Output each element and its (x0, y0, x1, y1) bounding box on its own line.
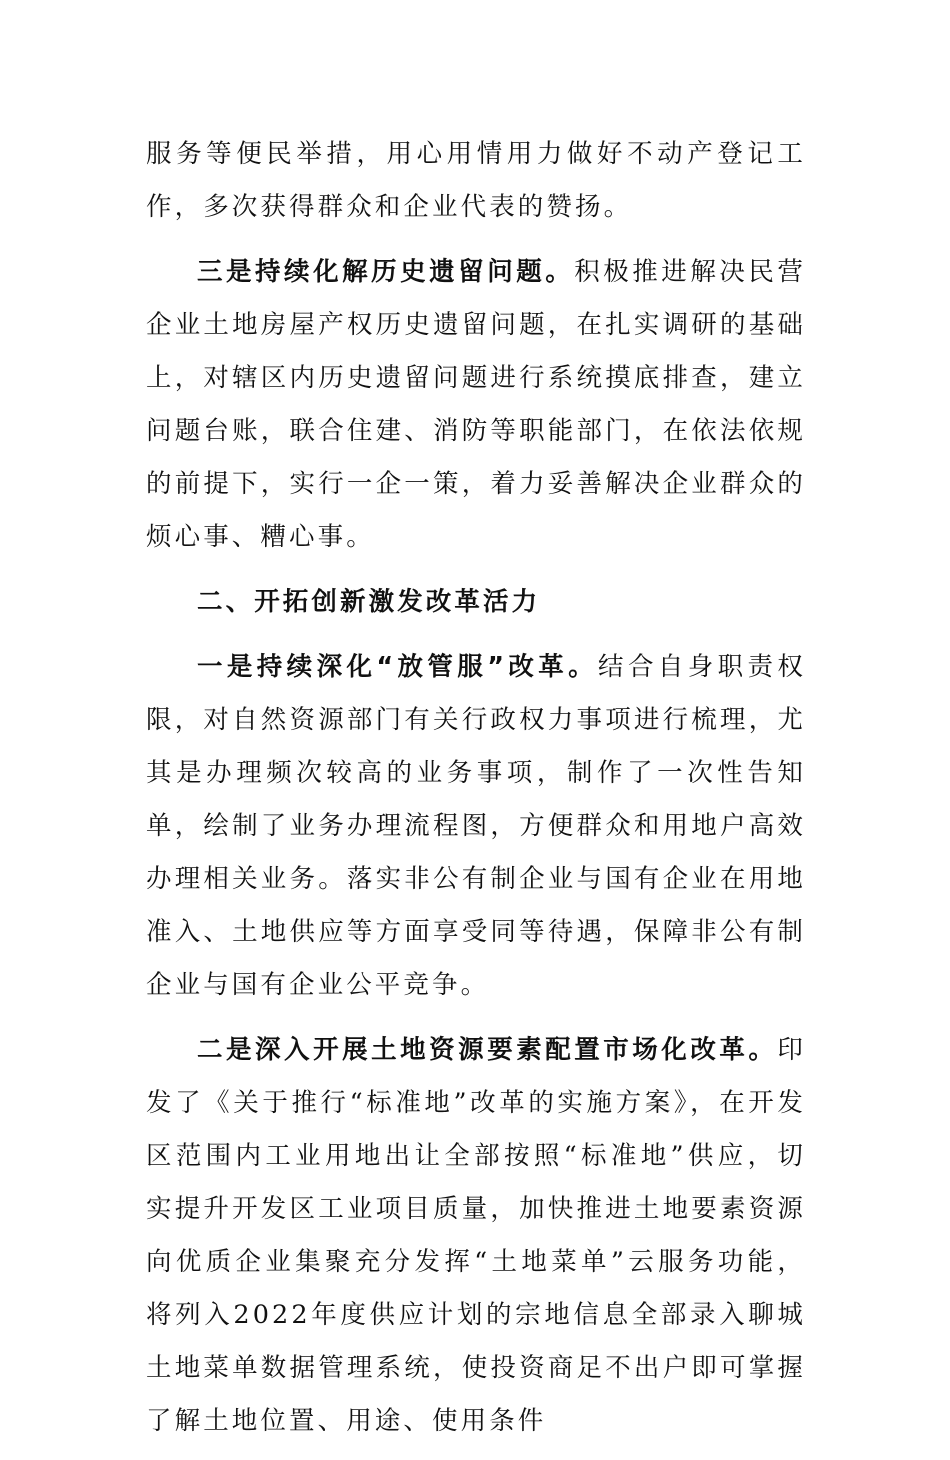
paragraph-text: 结合自身职责权限，对自然资源部门有关行政权力事项进行梳理，尤其是办理频次较高的业务事项，制作了一次性告知单，绘制了业务办理流程图，方便群众和用地户高效办理相关业务。落实非公有制企业与国有企业在用地准入、土地供应等方面享受同等待遇，保障非公有制企业与国有企业公平竞争。 (146, 652, 807, 1000)
paragraph-reform (146, 641, 806, 1012)
paragraph-lead: 二是深入开展土地资源要素配置市场化改革。 (197, 1035, 778, 1065)
paragraph-text: 积极推进解决民营企业土地房屋产权历史遗留问题，在扎实调研的基础上，对辖区内历史遗留问题进行系统摸底排查，建立问题台账，联合住建、消防等职能部门，在依法依规的前提下，实行一企一策，着力妥善解决企业群众的烦心事、糟心事。 (146, 257, 806, 552)
section-heading-text: 二、开拓创新激发改革活力 (197, 587, 541, 617)
section-heading (146, 576, 806, 629)
paragraph-legacy-issues (146, 246, 806, 564)
paragraph-land-market (146, 1024, 806, 1448)
paragraph-text: 服务等便民举措，用心用情用力做好不动产登记工作，多次获得群众和企业代表的赞扬。 (146, 139, 806, 222)
paragraph-lead: 一是持续深化“放管服”改革。 (197, 652, 599, 682)
document-body (146, 128, 806, 1460)
paragraph-lead: 三是持续化解历史遗留问题。 (197, 257, 575, 287)
paragraph-text: 印发了《关于推行“标准地”改革的实施方案》，在开发区范围内工业用地出让全部按照“标准地”供应，切实提升开发区工业项目质量，加快推进土地要素资源向优质企业集聚充分发挥“土地菜单”云服务功能，将列入2022年度供应计划的宗地信息全部录入聊城土地菜单数据管理系统，使投资商足不出户即可掌握了解土地位置、用途、使用条件 (146, 1035, 806, 1436)
paragraph-continuation (146, 128, 806, 234)
